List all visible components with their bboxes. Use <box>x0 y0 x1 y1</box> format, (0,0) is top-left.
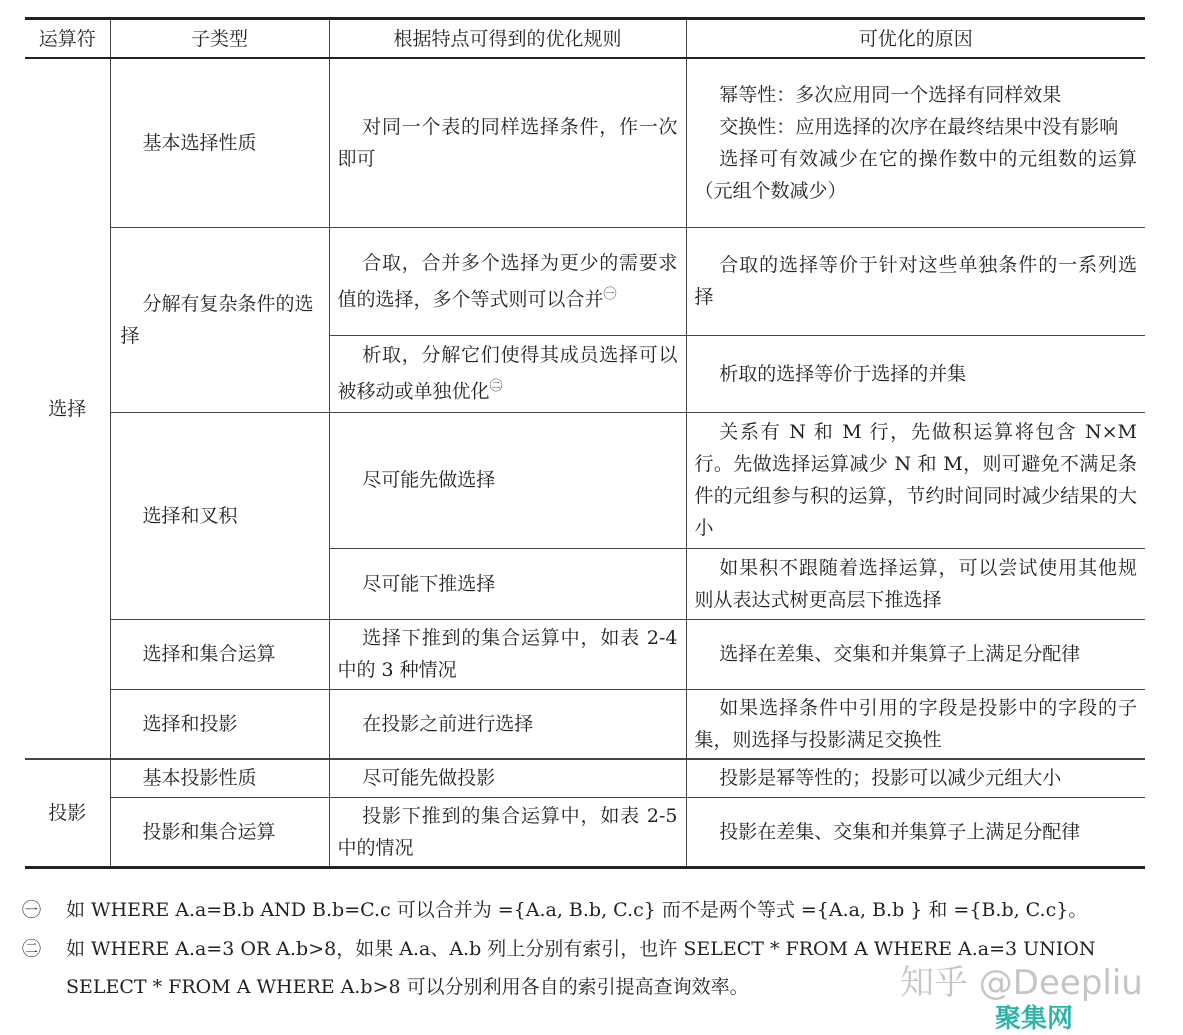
reason-cell: 合取的选择等价于针对这些单独条件的一系列选择 <box>686 227 1145 335</box>
subtype-cell: 基本投影性质 <box>110 759 329 797</box>
header-subtype: 子类型 <box>110 19 329 59</box>
rule-cell <box>329 227 686 335</box>
rule-text: 合取，合并多个选择为更少的需要求值的选择，多个等式则可以合并 <box>337 251 678 311</box>
reason-cell: 投影在差集、交集和并集算子上满足分配律 <box>686 797 1145 867</box>
table-row <box>25 58 1145 227</box>
footnote-1 <box>22 891 1162 929</box>
reason-cell: 析取的选择等价于选择的并集 <box>686 335 1145 412</box>
rule-cell: 对同一个表的同样选择条件，作一次即可 <box>329 58 686 227</box>
rule-cell: 在投影之前进行选择 <box>329 689 686 759</box>
rule-cell: 尽可能下推选择 <box>329 548 686 619</box>
site-watermark: 聚集网 <box>995 1004 1074 1034</box>
subtype-cell: 投影和集合运算 <box>110 797 329 867</box>
reason-cell: 关系有 N 和 M 行，先做积运算将包含 N×M 行。先做选择运算减少 N 和 M，则可避免不满足条件的元组参与积的运算，节约时间同时减少结果的大小 <box>686 412 1145 548</box>
footnote-ref: ㊀ <box>603 286 617 302</box>
subtype-cell: 选择和集合运算 <box>110 619 329 689</box>
rule-cell: 尽可能先做投影 <box>329 759 686 797</box>
optimization-rules-table <box>25 17 1145 869</box>
rule-cell: 投影下推到的集合运算中，如表 2-5 中的情况 <box>329 797 686 867</box>
table-row <box>25 759 1145 797</box>
header-rule: 根据特点可得到的优化规则 <box>329 19 686 59</box>
table-header-row <box>25 19 1145 59</box>
footnote-mark: ㊀ <box>22 899 42 921</box>
operator-project: 投影 <box>25 759 110 867</box>
subtype-cell: 分解有复杂条件的选择 <box>110 227 329 412</box>
footnote-text: 如 WHERE A.a=3 OR A.b>8，如果 A.a、A.b 列上分别有索引，也许 SELECT * FROM A WHERE A.a=3 UNION SELECT * FROM A WHERE A.b>8 可以分别利用各自的索引提高查询效率。 <box>66 938 1096 998</box>
rule-text: 析取，分解它们使得其成员选择可以被移动或单独优化 <box>337 344 678 403</box>
footnote-mark: ㊁ <box>22 938 42 960</box>
header-operator: 运算符 <box>25 19 110 59</box>
footnote-text: 如 WHERE A.a=B.b AND B.b=C.c 可以合并为 ={A.a, B.b, C.c} 而不是两个等式 ={A.a, B.b } 和 ={B.b, C.c}。 <box>66 899 1088 921</box>
zhihu-watermark: 知乎 @Deepliu <box>900 963 1143 1003</box>
reason-cell: 选择在差集、交集和并集算子上满足分配律 <box>686 619 1145 689</box>
reason-cell: 如果积不跟随着选择运算，可以尝试使用其他规则从表达式树更高层下推选择 <box>686 548 1145 619</box>
table-row <box>25 227 1145 335</box>
reason-cell: 如果选择条件中引用的字段是投影中的字段的子集，则选择与投影满足交换性 <box>686 689 1145 759</box>
reason-line: 幂等性：多次应用同一个选择有同样效果 <box>719 83 1062 106</box>
rule-cell <box>329 335 686 412</box>
rule-cell: 尽可能先做选择 <box>329 412 686 548</box>
subtype-cell: 选择和叉积 <box>110 412 329 619</box>
footnote-ref: ㊁ <box>489 379 503 395</box>
header-reason: 可优化的原因 <box>686 19 1145 59</box>
table-row <box>25 412 1145 548</box>
subtype-cell: 选择和投影 <box>110 689 329 759</box>
table-row <box>25 619 1145 689</box>
operator-select: 选择 <box>25 58 110 759</box>
reason-cell: 投影是幂等性的；投影可以减少元组大小 <box>686 759 1145 797</box>
subtype-cell: 基本选择性质 <box>110 58 329 227</box>
rule-cell: 选择下推到的集合运算中，如表 2-4 中的 3 种情况 <box>329 619 686 689</box>
reason-cell <box>686 58 1145 227</box>
table-row <box>25 689 1145 759</box>
reason-line: 选择可有效减少在它的操作数中的元组数的运算（元组个数减少） <box>694 147 1137 202</box>
table-row <box>25 797 1145 867</box>
reason-line: 交换性：应用选择的次序在最终结果中没有影响 <box>719 115 1119 138</box>
